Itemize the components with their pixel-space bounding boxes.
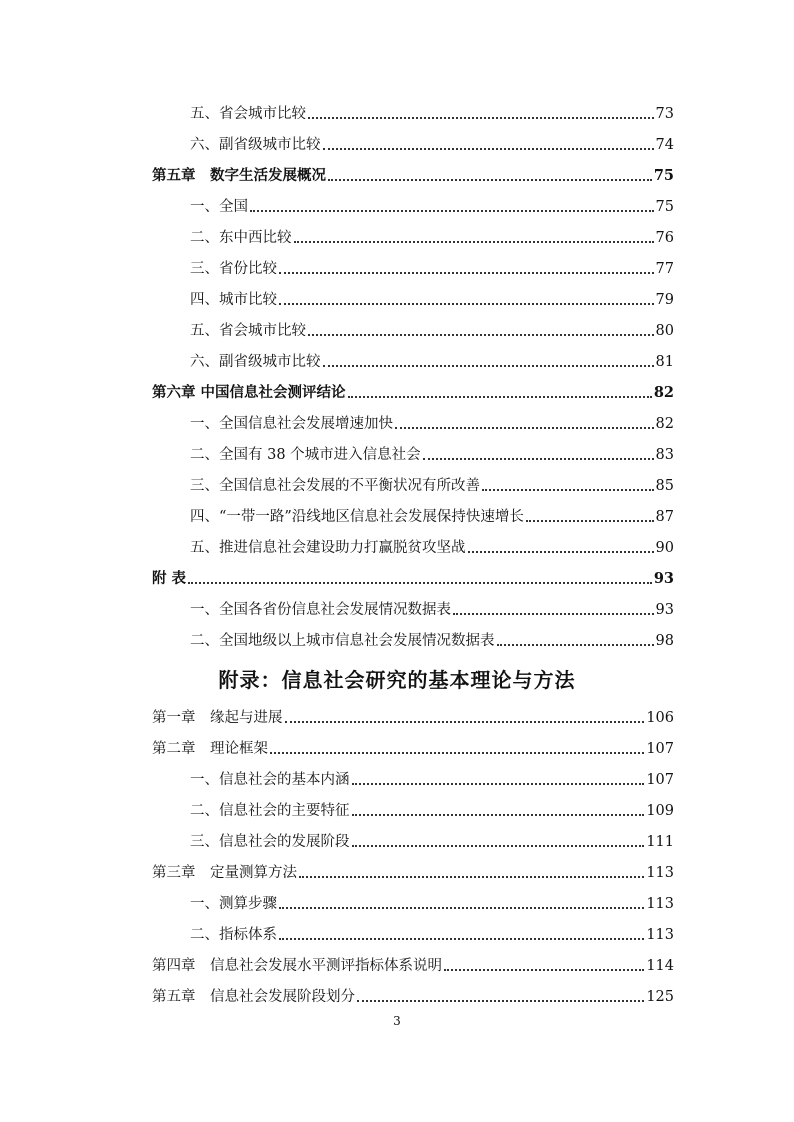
- toc-entry-title: 第三章 定量测算方法: [152, 865, 297, 881]
- toc-entry[interactable]: [190, 410, 674, 434]
- toc-entry[interactable]: [190, 286, 674, 310]
- toc-entry-page: 77: [655, 261, 674, 277]
- appendix-heading: 附录：信息社会研究的基本理论与方法: [218, 668, 576, 692]
- toc-entry-page: 107: [646, 772, 674, 788]
- dot-leader: [526, 520, 654, 522]
- toc-entry-page: 113: [646, 927, 674, 943]
- appendix-entry[interactable]: [152, 704, 674, 728]
- dot-leader: [323, 148, 654, 150]
- toc-entry-title: 附 表: [152, 570, 187, 587]
- page-number: 3: [393, 1014, 401, 1028]
- toc-entry-title: 五、省会城市比较: [190, 323, 306, 339]
- toc-entry-title: 一、全国信息社会发展增速加快: [190, 416, 393, 432]
- toc-entry-title: 第五章 数字生活发展概况: [152, 167, 326, 184]
- toc-entry-page: 75: [653, 167, 674, 184]
- toc-entry[interactable]: [190, 193, 674, 217]
- toc-entry-page: 74: [655, 137, 674, 153]
- toc-entry-title: 二、东中西比较: [190, 230, 292, 246]
- toc-entry-page: 125: [646, 989, 674, 1005]
- dot-leader: [453, 613, 654, 615]
- dot-leader: [482, 489, 654, 491]
- toc-entry-page: 93: [655, 602, 674, 618]
- toc-entry-page: 109: [646, 803, 674, 819]
- dot-leader: [352, 783, 645, 785]
- toc-entry-page: 80: [655, 323, 674, 339]
- toc-entry-title: 二、全国有 38 个城市进入信息社会: [190, 447, 421, 463]
- appendix-entry[interactable]: [152, 983, 674, 1007]
- toc-entry-page: 106: [646, 710, 674, 726]
- toc-entry-page: 111: [646, 834, 674, 850]
- toc-entry-page: 107: [646, 741, 674, 757]
- dot-leader: [357, 1000, 644, 1002]
- toc-entry[interactable]: [190, 503, 674, 527]
- dot-leader: [468, 551, 654, 553]
- toc-entry-title: 六、副省级城市比较: [190, 354, 321, 370]
- toc-entry-page: 90: [655, 540, 674, 556]
- appendix-entry[interactable]: [190, 890, 674, 914]
- toc-entry-title: 二、指标体系: [190, 927, 277, 943]
- appendix-entry[interactable]: [152, 735, 674, 759]
- toc-entry-title: 第二章 理论框架: [152, 741, 268, 757]
- toc-entry[interactable]: [190, 224, 674, 248]
- toc-entry-title: 六、副省级城市比较: [190, 137, 321, 153]
- toc-entry[interactable]: [190, 534, 674, 558]
- toc-entry-title: 三、信息社会的发展阶段: [190, 834, 350, 850]
- toc-entry-page: 76: [655, 230, 674, 246]
- toc-entry[interactable]: [190, 472, 674, 496]
- toc-entry-title: 第五章 信息社会发展阶段划分: [152, 989, 355, 1005]
- dot-leader: [352, 814, 645, 816]
- dot-leader: [323, 365, 654, 367]
- dot-leader: [308, 117, 654, 119]
- toc-entry-page: 85: [655, 478, 674, 494]
- dot-leader: [294, 241, 654, 243]
- toc-entry-page: 113: [646, 896, 674, 912]
- toc-chapter-entry[interactable]: [152, 565, 674, 589]
- appendix-entry[interactable]: [190, 921, 674, 945]
- toc-entry[interactable]: [190, 317, 674, 341]
- toc-entry-page: 113: [646, 865, 674, 881]
- toc-entry-page: 87: [655, 509, 674, 525]
- appendix-entry[interactable]: [190, 797, 674, 821]
- appendix-entry[interactable]: [190, 766, 674, 790]
- appendix-entry[interactable]: [152, 859, 674, 883]
- dot-leader: [328, 179, 652, 181]
- toc-entry[interactable]: [190, 100, 674, 124]
- dot-leader: [279, 272, 654, 274]
- toc-entry-page: 82: [655, 416, 674, 432]
- toc-entry-title: 第六章 中国信息社会测评结论: [152, 384, 346, 401]
- toc-entry-page: 75: [655, 199, 674, 215]
- toc-chapter-entry[interactable]: [152, 162, 674, 186]
- toc-entry-page: 93: [653, 570, 674, 587]
- dot-leader: [285, 721, 645, 723]
- dot-leader: [279, 907, 644, 909]
- toc-entry-title: 四、“一带一路”沿线地区信息社会发展保持快速增长: [190, 509, 524, 525]
- dot-leader: [188, 582, 652, 584]
- toc-entry[interactable]: [190, 596, 674, 620]
- toc-entry-title: 五、推进信息社会建设助力打赢脱贫攻坚战: [190, 540, 466, 556]
- toc-entry-title: 五、省会城市比较: [190, 106, 306, 122]
- toc-entry-title: 一、信息社会的基本内涵: [190, 772, 350, 788]
- dot-leader: [348, 396, 652, 398]
- toc-entry[interactable]: [190, 348, 674, 372]
- dot-leader: [395, 427, 654, 429]
- toc-entry-page: 82: [653, 384, 674, 401]
- toc-entry-title: 三、省份比较: [190, 261, 277, 277]
- dot-leader: [444, 969, 644, 971]
- dot-leader: [270, 752, 644, 754]
- appendix-entry[interactable]: [190, 828, 674, 852]
- dot-leader: [352, 845, 645, 847]
- toc-entry-title: 四、城市比较: [190, 292, 277, 308]
- toc-chapter-entry[interactable]: [152, 379, 674, 403]
- toc-entry-title: 第四章 信息社会发展水平测评指标体系说明: [152, 958, 442, 974]
- dot-leader: [279, 303, 654, 305]
- dot-leader: [279, 938, 644, 940]
- dot-leader: [497, 644, 654, 646]
- dot-leader: [423, 458, 654, 460]
- toc-entry-title: 二、信息社会的主要特征: [190, 803, 350, 819]
- toc-entry[interactable]: [190, 131, 674, 155]
- toc-entry-title: 一、全国: [190, 199, 248, 215]
- toc-entry-page: 73: [655, 106, 674, 122]
- dot-leader: [299, 876, 644, 878]
- toc-entry-title: 一、全国各省份信息社会发展情况数据表: [190, 602, 451, 618]
- toc-entry-page: 79: [655, 292, 674, 308]
- toc-entry[interactable]: [190, 441, 674, 465]
- toc-entry-title: 三、全国信息社会发展的不平衡状况有所改善: [190, 478, 480, 494]
- toc-entry[interactable]: [190, 627, 674, 651]
- dot-leader: [308, 334, 654, 336]
- toc-entry-title: 第一章 缘起与进展: [152, 710, 283, 726]
- toc-entry-page: 98: [655, 633, 674, 649]
- toc-entry-title: 二、全国地级以上城市信息社会发展情况数据表: [190, 633, 495, 649]
- toc-entry-page: 83: [655, 447, 674, 463]
- toc-entry-page: 81: [655, 354, 674, 370]
- toc-entry[interactable]: [190, 255, 674, 279]
- appendix-entry[interactable]: [152, 952, 674, 976]
- toc-entry-title: 一、测算步骤: [190, 896, 277, 912]
- toc-entry-page: 114: [646, 958, 674, 974]
- dot-leader: [250, 210, 654, 212]
